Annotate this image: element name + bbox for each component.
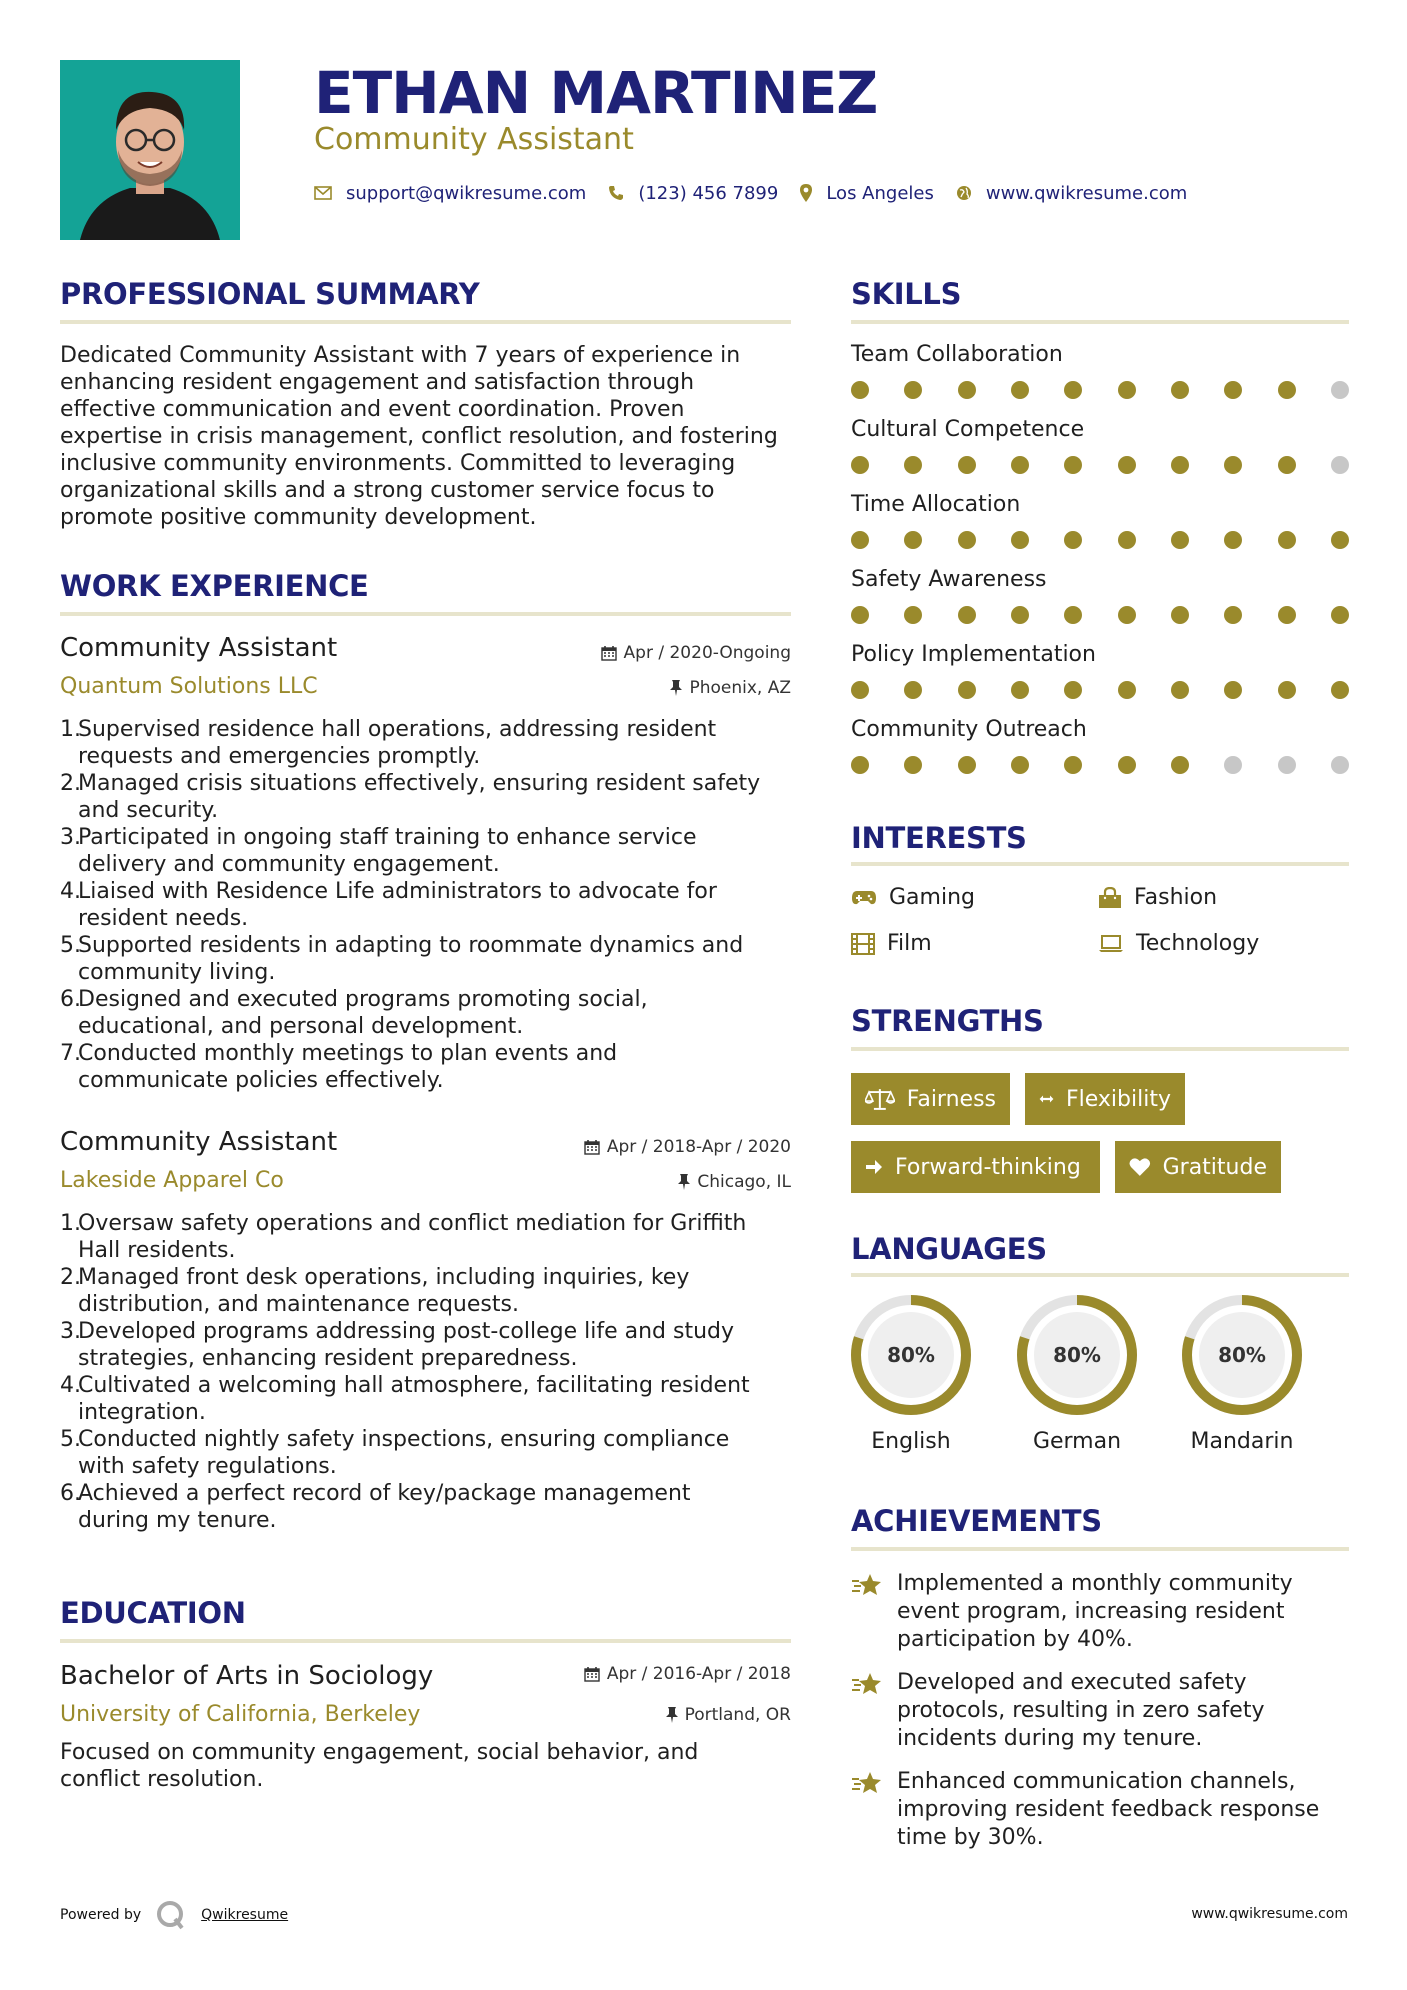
envelope-icon (314, 186, 332, 200)
rating-dot (1171, 456, 1189, 474)
arrow-right-icon (865, 1158, 883, 1176)
list-item-text (78, 1040, 617, 1094)
achievement-text (897, 1570, 1293, 1654)
education-location (666, 1704, 791, 1726)
list-item-text (78, 824, 697, 878)
skill-name: Cultural Competence (851, 417, 1085, 442)
text-line: improving resident feedback response (897, 1797, 1320, 1822)
text-line: Conducted nightly safety inspections, ensuring compliance (78, 1427, 730, 1452)
text-line: Conducted monthly meetings to plan events and (78, 1041, 618, 1066)
rating-dot (958, 381, 976, 399)
text-line: enhancing resident engagement and satisfaction through (60, 370, 695, 395)
text-line: inclusive community environments. Committed to leveraging (60, 451, 736, 476)
contact-phone[interactable] (608, 183, 778, 204)
achievements-heading: ACHIEVEMENTS (851, 1504, 1102, 1538)
job-date (601, 642, 791, 664)
rating-dot (1224, 381, 1242, 399)
text-line: integration. (78, 1400, 206, 1425)
list-item-text (78, 1372, 750, 1426)
text-line: Supported residents in adapting to roommate dynamics and (78, 933, 744, 958)
job-company: Lakeside Apparel Co (60, 1168, 284, 1193)
calendar-icon (584, 1666, 600, 1682)
list-item (60, 770, 800, 824)
brand-link[interactable]: Qwikresume (201, 1907, 289, 1923)
rating-dot (1171, 531, 1189, 549)
rating-dot (1171, 681, 1189, 699)
text-line: incidents during my tenure. (897, 1726, 1203, 1751)
globe-icon (956, 185, 972, 201)
list-number: 4. (60, 1373, 81, 1398)
job-title: Community Assistant (60, 1127, 338, 1157)
rating-dot (958, 756, 976, 774)
strengths-divider (851, 1047, 1349, 1051)
skill-rating (851, 456, 1349, 474)
skill-name: Time Allocation (851, 492, 1021, 517)
contact-email[interactable] (314, 183, 586, 204)
rating-dot (1118, 531, 1136, 549)
school-name: University of California, Berkeley (60, 1702, 421, 1727)
website-text: www.qwikresume.com (985, 182, 1188, 204)
strengths-heading: STRENGTHS (851, 1004, 1044, 1038)
text-line: expertise in crisis management, conflict resolution, and fostering (60, 424, 778, 449)
rating-dot (851, 756, 869, 774)
achievement-item (851, 1570, 1349, 1654)
list-item-text (78, 1480, 691, 1534)
rating-dot (1118, 381, 1136, 399)
achievement-item (851, 1669, 1349, 1753)
text-line: participation by 40%. (897, 1627, 1133, 1652)
rating-dot (1064, 531, 1082, 549)
text-line: protocols, resulting in zero safety (897, 1698, 1265, 1723)
rating-dot (1011, 531, 1029, 549)
text-line: and security. (78, 798, 219, 823)
rating-dot (851, 606, 869, 624)
rating-dot (1011, 681, 1029, 699)
rating-dot (904, 531, 922, 549)
contact-location (800, 183, 934, 204)
rating-dot (958, 606, 976, 624)
rating-dot (904, 381, 922, 399)
rating-dot (904, 681, 922, 699)
text-line: requests and emergencies promptly. (78, 744, 481, 769)
interest-label: Technology (1136, 931, 1260, 956)
rating-dot (1064, 456, 1082, 474)
text-line: Supervised residence hall operations, addressing resident (78, 717, 717, 742)
work-divider (60, 612, 791, 616)
phone-icon (608, 185, 624, 201)
degree-title: Bachelor of Arts in Sociology (60, 1661, 434, 1691)
rating-dot (1331, 456, 1349, 474)
powered-by-text: Powered by (60, 1907, 142, 1923)
heart-icon (1129, 1157, 1151, 1177)
footer-powered-by (60, 1900, 288, 1930)
list-item (60, 986, 800, 1040)
rating-dot (904, 756, 922, 774)
rating-dot (1331, 606, 1349, 624)
list-item-text (78, 878, 717, 932)
rating-dot (1011, 756, 1029, 774)
text-line: educational, and personal development. (78, 1014, 524, 1039)
education-heading: EDUCATION (60, 1596, 246, 1630)
text-line: Developed programs addressing post-college life and study (78, 1319, 735, 1344)
rating-dot (851, 381, 869, 399)
skill-rating (851, 606, 1349, 624)
languages-heading: LANGUAGES (851, 1232, 1047, 1266)
text-line: event program, increasing resident (897, 1599, 1285, 1624)
text-line: with safety regulations. (78, 1454, 337, 1479)
text-line: Enhanced communication channels, (897, 1769, 1296, 1794)
text-line: during my tenure. (78, 1508, 277, 1533)
skill-name: Team Collaboration (851, 342, 1063, 367)
rating-dot (1171, 381, 1189, 399)
language-percent: 80% (1218, 1343, 1266, 1367)
phone-text: (123) 456 7899 (638, 182, 779, 204)
job-location-text: Chicago, IL (697, 1172, 791, 1192)
list-item-text (78, 770, 760, 824)
rating-dot (1278, 381, 1296, 399)
rating-dot (1171, 756, 1189, 774)
rating-dot (1118, 606, 1136, 624)
star-icon (851, 1572, 883, 1598)
job-location (670, 677, 791, 699)
text-line: Developed and executed safety (897, 1670, 1247, 1695)
rating-dot (1224, 531, 1242, 549)
list-item (60, 1210, 800, 1264)
interest-item (1098, 884, 1217, 912)
skill-name: Policy Implementation (851, 642, 1096, 667)
text-line: promote positive community development. (60, 505, 537, 530)
candidate-name: ETHAN MARTINEZ (314, 59, 878, 127)
language-percent: 80% (887, 1343, 935, 1367)
list-item (60, 1480, 800, 1534)
rating-dot (1064, 606, 1082, 624)
text-line: Liaised with Residence Life administrators to advocate for (78, 879, 717, 904)
list-item-text (78, 1426, 729, 1480)
list-number: 7. (60, 1041, 81, 1066)
rating-dot (1224, 756, 1242, 774)
rating-dot (1064, 381, 1082, 399)
interest-label: Gaming (889, 885, 975, 910)
achievement-text (897, 1768, 1319, 1852)
language-name: German (1032, 1429, 1122, 1454)
list-item (60, 716, 800, 770)
education-location-text: Portland, OR (684, 1705, 791, 1725)
education-date-text: Apr / 2016-Apr / 2018 (606, 1664, 791, 1684)
shopping-bag-icon (1098, 887, 1122, 909)
text-line: Focused on community engagement, social behavior, and (60, 1740, 699, 1765)
list-item (60, 932, 800, 986)
education-description (60, 1739, 800, 1793)
text-line: communicate policies effectively. (78, 1068, 444, 1093)
text-line: delivery and community engagement. (78, 852, 500, 877)
arrows-horizontal-icon (1039, 1092, 1054, 1106)
text-line: Designed and executed programs promoting social, (78, 987, 648, 1012)
skill-rating (851, 531, 1349, 549)
rating-dot (851, 681, 869, 699)
strength-badge (851, 1073, 1010, 1125)
rating-dot (1224, 606, 1242, 624)
job-location-text: Phoenix, AZ (689, 678, 791, 698)
rating-dot (1118, 681, 1136, 699)
job-responsibilities (60, 1210, 800, 1534)
rating-dot (1278, 606, 1296, 624)
list-number: 3. (60, 825, 81, 850)
list-item (60, 878, 800, 932)
list-item (60, 824, 800, 878)
job-location (678, 1171, 791, 1193)
rating-dot (1331, 531, 1349, 549)
qwikresume-logo-icon (155, 1900, 187, 1930)
rating-dot (1278, 756, 1296, 774)
laptop-icon (1098, 935, 1124, 953)
work-heading: WORK EXPERIENCE (60, 569, 369, 603)
list-item-text (78, 1210, 746, 1264)
scale-icon (865, 1088, 895, 1110)
summary-text (60, 342, 800, 531)
list-item-text (78, 932, 743, 986)
strength-label: Forward-thinking (895, 1154, 1081, 1180)
rating-dot (1331, 756, 1349, 774)
language-percent: 80% (1053, 1343, 1101, 1367)
rating-dot (1118, 756, 1136, 774)
rating-dot (1011, 606, 1029, 624)
education-divider (60, 1639, 791, 1643)
rating-dot (1118, 456, 1136, 474)
rating-dot (1064, 756, 1082, 774)
strength-badge (1115, 1141, 1281, 1193)
skill-name: Safety Awareness (851, 567, 1047, 592)
job-date-text: Apr / 2018-Apr / 2020 (606, 1137, 791, 1157)
rating-dot (1331, 381, 1349, 399)
list-item-text (78, 986, 648, 1040)
text-line: effective communication and event coordination. Proven (60, 397, 685, 422)
language-name: English (871, 1429, 951, 1454)
list-number: 5. (60, 933, 81, 958)
text-line: distribution, and maintenance requests. (78, 1292, 519, 1317)
interest-label: Film (887, 931, 932, 956)
job-title: Community Assistant (60, 633, 338, 663)
text-line: conflict resolution. (60, 1767, 264, 1792)
skill-rating (851, 756, 1349, 774)
list-item-text (78, 1318, 734, 1372)
map-pin-icon (800, 184, 812, 202)
film-icon (851, 933, 875, 955)
list-item (60, 1372, 800, 1426)
skill-rating (851, 381, 1349, 399)
summary-heading: PROFESSIONAL SUMMARY (60, 277, 480, 311)
list-number: 6. (60, 1481, 81, 1506)
location-text: Los Angeles (826, 182, 934, 204)
languages-divider (851, 1273, 1349, 1277)
achievements-divider (851, 1547, 1349, 1551)
strength-label: Gratitude (1162, 1154, 1267, 1180)
text-line: Hall residents. (78, 1238, 236, 1263)
skill-rating (851, 681, 1349, 699)
text-line: Oversaw safety operations and conflict mediation for Griffith (78, 1211, 747, 1236)
pushpin-icon (666, 1707, 678, 1723)
gamepad-icon (851, 890, 877, 906)
skills-divider (851, 320, 1349, 324)
text-line: strategies, enhancing resident preparedness. (78, 1346, 578, 1371)
rating-dot (904, 606, 922, 624)
achievement-item (851, 1768, 1349, 1852)
list-number: 1. (60, 717, 81, 742)
strength-label: Fairness (906, 1086, 996, 1112)
rating-dot (1064, 681, 1082, 699)
skills-heading: SKILLS (851, 277, 962, 311)
skill-name: Community Outreach (851, 717, 1087, 742)
rating-dot (851, 531, 869, 549)
interests-heading: INTERESTS (851, 821, 1027, 855)
rating-dot (1171, 606, 1189, 624)
list-item (60, 1426, 800, 1480)
job-company: Quantum Solutions LLC (60, 674, 318, 699)
rating-dot (1224, 456, 1242, 474)
list-item (60, 1318, 800, 1372)
email-text: support@qwikresume.com (346, 182, 587, 204)
star-icon (851, 1671, 883, 1697)
list-item-text (78, 1264, 689, 1318)
pushpin-icon (678, 1174, 690, 1190)
language-name: Mandarin (1190, 1429, 1294, 1454)
job-responsibilities (60, 716, 800, 1094)
text-line: Cultivated a welcoming hall atmosphere, facilitating resident (78, 1373, 750, 1398)
rating-dot (958, 456, 976, 474)
text-line: Managed front desk operations, including inquiries, key (78, 1265, 690, 1290)
pushpin-icon (670, 680, 682, 696)
calendar-icon (601, 645, 617, 661)
text-line: Achieved a perfect record of key/package management (78, 1481, 691, 1506)
job-date-text: Apr / 2020-Ongoing (623, 643, 791, 663)
interest-item (1098, 930, 1259, 958)
text-line: Dedicated Community Assistant with 7 years of experience in (60, 343, 741, 368)
profile-photo (60, 60, 240, 240)
star-icon (851, 1770, 883, 1796)
rating-dot (1278, 456, 1296, 474)
job-date (584, 1136, 791, 1158)
list-number: 1. (60, 1211, 81, 1236)
rating-dot (1278, 531, 1296, 549)
rating-dot (958, 531, 976, 549)
rating-dot (1278, 681, 1296, 699)
candidate-role: Community Assistant (314, 122, 634, 157)
text-line: community living. (78, 960, 276, 985)
text-line: organizational skills and a strong customer service focus to (60, 478, 715, 503)
list-number: 3. (60, 1319, 81, 1344)
education-date (584, 1663, 791, 1685)
text-line: Participated in ongoing staff training to enhance service (78, 825, 697, 850)
interest-label: Fashion (1134, 885, 1218, 910)
list-number: 2. (60, 1265, 81, 1290)
strength-label: Flexibility (1066, 1086, 1171, 1112)
text-line: Implemented a monthly community (897, 1571, 1293, 1596)
list-item-text (78, 716, 716, 770)
list-item (60, 1040, 800, 1094)
interest-item (851, 930, 932, 958)
list-number: 5. (60, 1427, 81, 1452)
summary-divider (60, 320, 791, 324)
interest-item (851, 884, 975, 912)
rating-dot (1011, 381, 1029, 399)
interests-divider (851, 862, 1349, 866)
footer-url[interactable]: www.qwikresume.com (1191, 1906, 1348, 1922)
rating-dot (851, 456, 869, 474)
achievement-text (897, 1669, 1264, 1753)
contact-website[interactable] (956, 183, 1187, 204)
rating-dot (1011, 456, 1029, 474)
strength-badge (851, 1141, 1100, 1193)
list-item (60, 1264, 800, 1318)
rating-dot (1331, 681, 1349, 699)
rating-dot (904, 456, 922, 474)
text-line: Managed crisis situations effectively, ensuring resident safety (78, 771, 761, 796)
contact-bar (314, 178, 1209, 208)
list-number: 4. (60, 879, 81, 904)
rating-dot (1224, 681, 1242, 699)
list-number: 6. (60, 987, 81, 1012)
text-line: resident needs. (78, 906, 249, 931)
list-number: 2. (60, 771, 81, 796)
calendar-icon (584, 1139, 600, 1155)
rating-dot (958, 681, 976, 699)
text-line: time by 30%. (897, 1825, 1044, 1850)
strength-badge (1025, 1073, 1185, 1125)
